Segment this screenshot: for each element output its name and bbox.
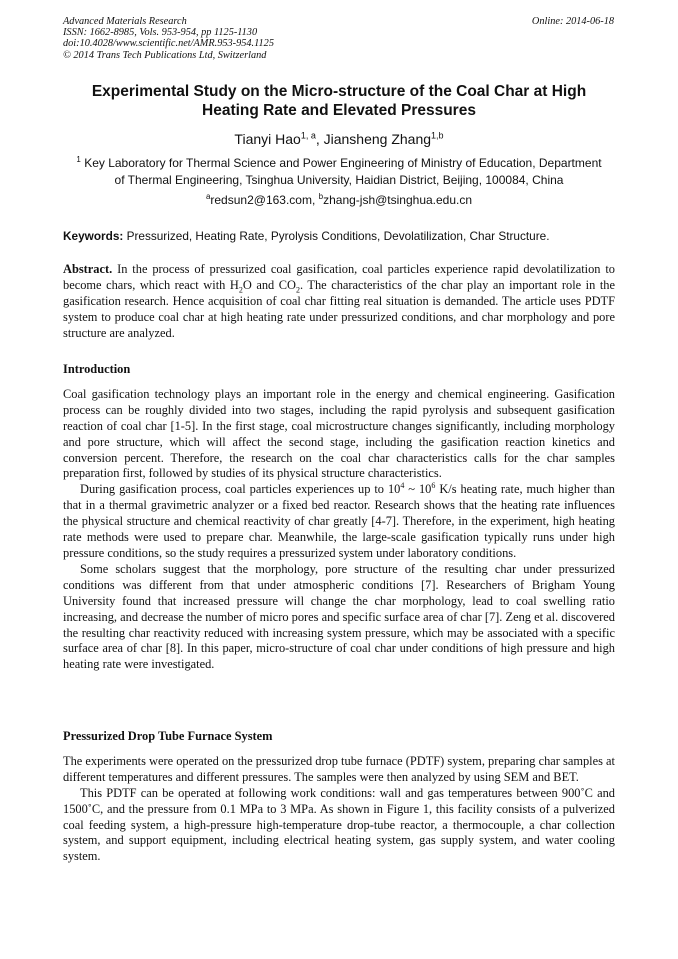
author-list bbox=[63, 131, 615, 147]
keywords bbox=[63, 229, 615, 243]
email-marker: a bbox=[205, 192, 211, 201]
title-line-2: Heating Rate and Elevated Pressures bbox=[202, 102, 476, 119]
journal-copyright: © 2014 Trans Tech Publications Ltd, Switzerland bbox=[63, 49, 267, 61]
paragraph: The experiments were operated on the pressurized drop tube furnace (PDTF) system, preparing char samples at different temperatures and different pressures. The samples were then analyzed by using SEM and BET. bbox=[63, 753, 615, 784]
affiliation-line-1: $^1$ Key Laboratory for Thermal Science and Power Engineering of Ministry of Education, Department bbox=[76, 155, 602, 170]
author-affiliation-mark: 1, a bbox=[300, 130, 316, 141]
abstract-label: Abstract. bbox=[63, 262, 113, 276]
introduction-section bbox=[63, 362, 615, 673]
online-date: Online: 2014-06-18 bbox=[531, 16, 614, 27]
paper-title bbox=[63, 82, 615, 120]
paragraph: Some scholars suggest that the morphology, pore structure of the resulting char under pressurized conditions was different from that under atmospheric conditions [7]. Researchers of Brigham Young University found that increased pressure will change the char morphology, lead to coal swelling ratio increasing, and decrease the number of micro pores and specific surface area of char [7]. Zeng et al. discovered the resulting char reactivity reduced with increasing system pressure, which may be associated with a specific surface area of char [8]. In this paper, micro-structure of coal char under conditions of high pressure and high heating rate were investigated. bbox=[63, 561, 615, 672]
affiliation-marker: 1 bbox=[76, 155, 81, 164]
section-heading: Introduction bbox=[63, 362, 131, 376]
paragraph: During gasification process, coal particles experiences up to $10^4$ ~ $10^6$ K/s heating rate, much higher than that in a thermal gravimetric analyzer or a fixed bed reactor. Research shows that the heating rate influences the physical structure and chemical reactivity of char greatly [4-7]. Therefore, in the experiment, high heating rate methods were used to prepare char. Meanwhile, the large-scale gasification typically runs under high pressure conditions, so the study requires a pressurized system under laboratory conditions. bbox=[63, 481, 615, 560]
journal-doi: doi:10.4028/www.scientific.net/AMR.953-954.1125 bbox=[63, 38, 274, 50]
paragraph: Coal gasification technology plays an important role in the energy and chemical engineering. Gasification process can be roughly divided into two stages, including the rapid pyrolysis and subsequent gasification reaction of coal char [1-5]. In the first stage, coal microstructure changes significantly, including morphology and pore structure, which will affect the second stage, including the gasification reaction kinetics and conversion percent. Therefore, the research on the coal char characteristics calls for the char samples preparation first, followed by studies of its physical structure characteristics. bbox=[63, 386, 615, 481]
paragraph: This PDTF can be operated at following work conditions: wall and gas temperatures between 900˚C and 1500˚C, and the pressure from 0.1 MPa to 3 MPa. As shown in Figure 1, this facility consists of a pulverized coal feeding system, a high-pressure high-temperature drop-tube reactor, a thermocouple, a char collection system, and support equipment, including electrical heating system, gas supply system, and water cooling system. bbox=[63, 785, 615, 864]
author-emails bbox=[63, 193, 615, 207]
abstract: Abstract. In the process of pressurized coal gasification, coal particles experience rapid devolatilization to become chars, which react with $H_2O$ and $CO_2$. The characteristics of the char play an important role in the gasification research. Hence acquisition of coal char fitting real situation is demanded. The article uses PDTF system to produce coal char at high heating rate under pressurized conditions, and char morphology and pore structure are analyzed. bbox=[63, 262, 616, 340]
author-separator: , bbox=[315, 131, 324, 147]
email-link[interactable]: redsun2@163.com, bbox=[210, 193, 319, 207]
keywords-label: Keywords: bbox=[63, 229, 124, 243]
email-link[interactable]: zhang-jsh@tsinghua.edu.cn bbox=[323, 193, 473, 207]
journal-name: Advanced Materials Research bbox=[63, 16, 187, 27]
affiliation bbox=[63, 155, 615, 189]
author-name: Tianyi Hao bbox=[234, 131, 301, 147]
author-affiliation-mark: 1,b bbox=[431, 130, 444, 141]
email-marker: b bbox=[318, 192, 324, 201]
title-line-1: Experimental Study on the Micro-structure of the Coal Char at High bbox=[91, 83, 587, 100]
author-name: Jiansheng Zhang bbox=[323, 131, 432, 147]
pdtf-section bbox=[63, 729, 615, 865]
journal-issn: ISSN: 1662-8985, Vols. 953-954, pp 1125-1130 bbox=[63, 27, 258, 39]
section-heading: Pressurized Drop Tube Furnace System bbox=[63, 729, 273, 743]
affiliation-line-2: of Thermal Engineering, Tsinghua University, Haidian District, Beijing, 100084, China bbox=[114, 173, 564, 187]
journal-header bbox=[63, 16, 274, 61]
keywords-text: Pressurized, Heating Rate, Pyrolysis Conditions, Devolatilization, Char Structure. bbox=[123, 229, 550, 243]
